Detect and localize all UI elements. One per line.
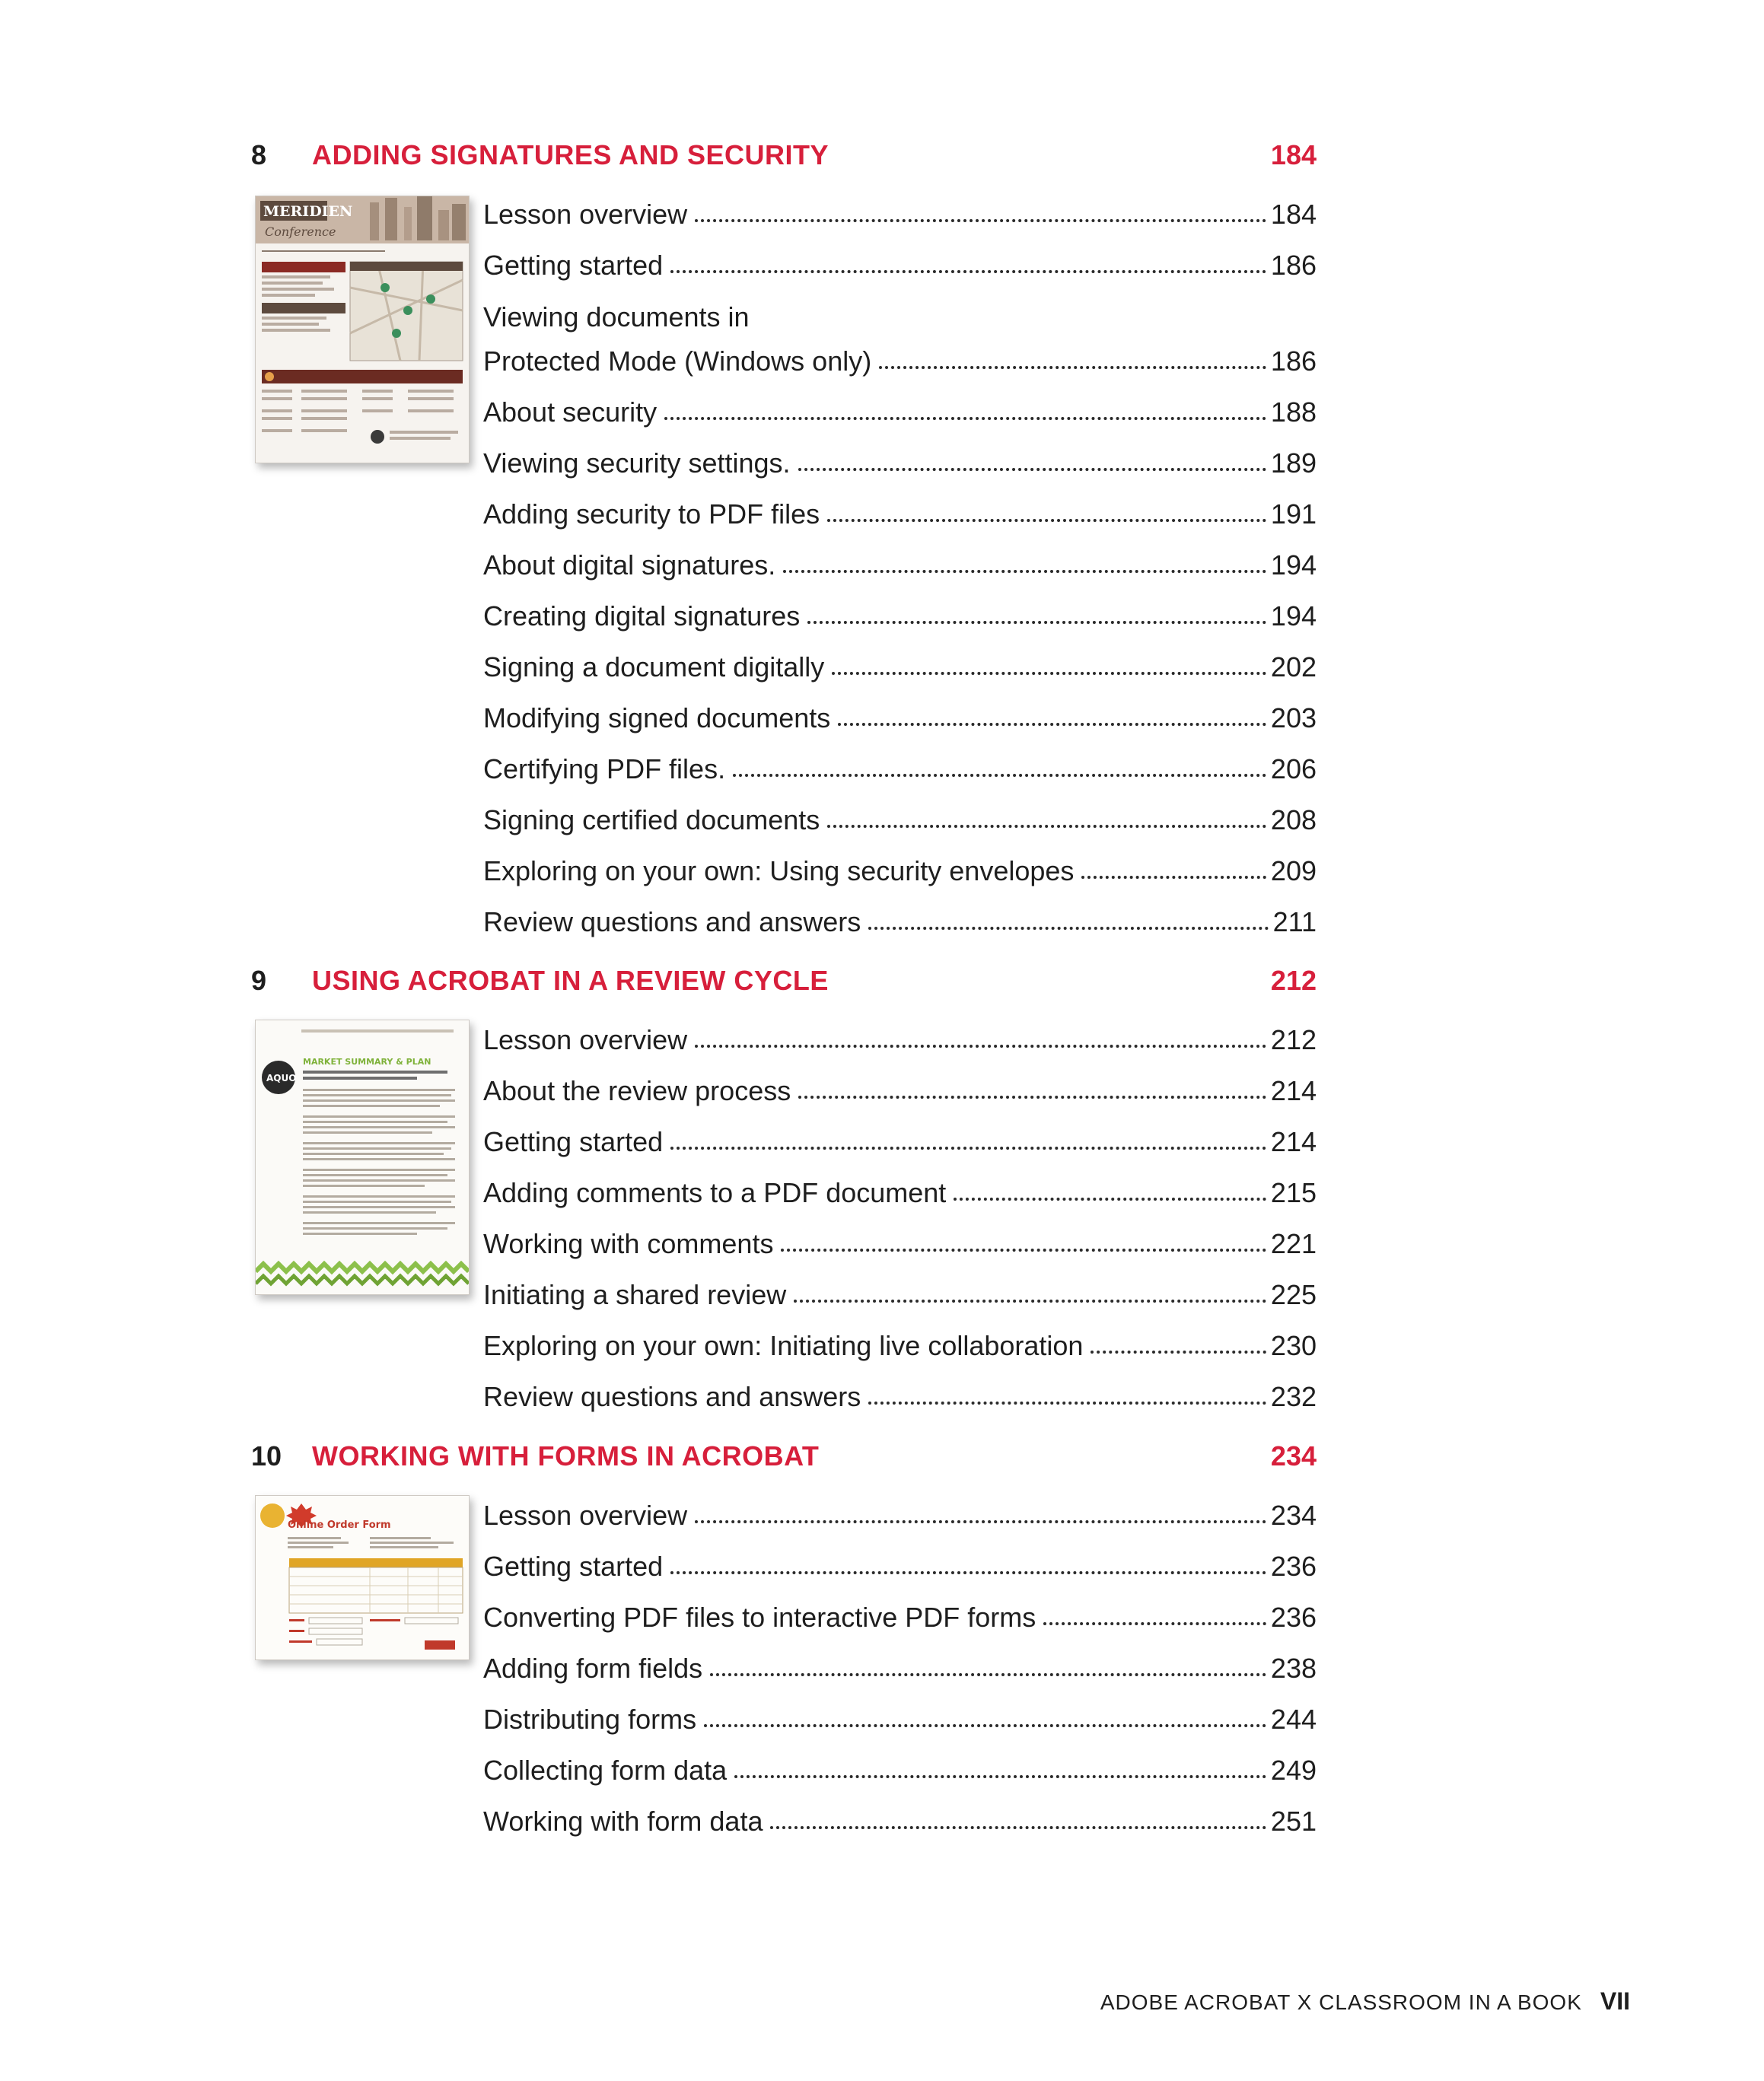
chapter-title[interactable]: ADDING SIGNATURES AND SECURITY <box>312 139 829 170</box>
toc-entry[interactable]: Exploring on your own: Using security envelopes 209 <box>483 855 1317 886</box>
footer-book-title: ADOBE ACROBAT X CLASSROOM IN A BOOK <box>1100 1990 1582 2014</box>
chapter-title[interactable]: USING ACROBAT IN A REVIEW CYCLE <box>312 965 829 996</box>
market-summary-image <box>256 1020 469 1294</box>
toc-entry[interactable]: Certifying PDF files. 206 <box>483 753 1317 784</box>
toc-entry[interactable]: Getting started 186 <box>483 250 1317 281</box>
chapter-thumbnail <box>255 1020 470 1295</box>
chapter-number: 10 <box>251 1440 282 1472</box>
toc-entries <box>483 188 1317 947</box>
chapter-number: 8 <box>251 139 267 170</box>
toc-entry-first-line: Viewing documents in <box>483 301 750 333</box>
chapter-8 <box>251 139 1317 937</box>
toc-entry[interactable]: Distributing forms 244 <box>483 1704 1317 1735</box>
thumbnail-badge: AQUO <box>266 1073 297 1083</box>
toc-entry[interactable]: Working with comments 221 <box>483 1228 1317 1259</box>
chapter-9 <box>251 965 1317 1412</box>
thumbnail-heading: MERIDIEN <box>263 203 353 220</box>
toc-entry[interactable]: Getting started 236 <box>483 1551 1317 1582</box>
toc-entry[interactable]: Adding security to PDF files 191 <box>483 498 1317 530</box>
chapter-heading <box>251 965 1317 1013</box>
chapter-title[interactable]: WORKING WITH FORMS IN ACROBAT <box>312 1440 820 1472</box>
toc-entry[interactable]: Adding form fields 238 <box>483 1653 1317 1684</box>
chapter-page: 184 <box>1270 139 1317 170</box>
thumbnail-heading: Online Order Form <box>288 1519 391 1531</box>
toc-entry[interactable]: Lesson overview 184 <box>483 199 1317 230</box>
thumbnail-heading: MARKET SUMMARY & PLAN <box>303 1057 431 1067</box>
page-footer <box>1100 1987 1630 2016</box>
toc-entry[interactable]: Exploring on your own: Initiating live collaboration 230 <box>483 1330 1317 1361</box>
toc-entry[interactable]: Viewing documents in Protected Mode (Windows only) 186 <box>483 301 1317 377</box>
toc-entry[interactable]: About digital signatures. 194 <box>483 549 1317 581</box>
toc-entries <box>483 1489 1317 1846</box>
toc-entry[interactable]: Review questions and answers 211 <box>483 906 1317 937</box>
toc-entry[interactable]: Signing certified documents 208 <box>483 804 1317 835</box>
toc-entry[interactable]: Initiating a shared review 225 <box>483 1279 1317 1310</box>
chapter-page: 212 <box>1270 965 1317 996</box>
toc-entries <box>483 1013 1317 1421</box>
footer-page-number: VII <box>1600 1987 1630 2015</box>
chapter-heading <box>251 1440 1317 1489</box>
toc-entry[interactable]: Collecting form data 249 <box>483 1755 1317 1786</box>
toc-entry[interactable]: Lesson overview 234 <box>483 1500 1317 1531</box>
toc-entry[interactable]: Creating digital signatures 194 <box>483 600 1317 632</box>
toc-entry[interactable]: Signing a document digitally 202 <box>483 651 1317 683</box>
toc-entry[interactable]: Lesson overview 212 <box>483 1024 1317 1055</box>
toc-entry[interactable]: Working with form data 251 <box>483 1806 1317 1837</box>
toc-entry[interactable]: Converting PDF files to interactive PDF forms 236 <box>483 1602 1317 1633</box>
chapter-heading <box>251 139 1317 188</box>
map-brochure-image <box>256 196 469 463</box>
chapter-10 <box>251 1440 1317 1837</box>
order-form-image <box>256 1496 469 1659</box>
thumbnail-subheading: Conference <box>265 224 336 239</box>
chapter-number: 9 <box>251 965 267 996</box>
toc-entry[interactable]: Review questions and answers 232 <box>483 1381 1317 1412</box>
toc-entry[interactable]: Viewing security settings. 189 <box>483 447 1317 479</box>
chapter-thumbnail <box>255 196 470 463</box>
chapter-page: 234 <box>1270 1440 1317 1472</box>
toc-entry[interactable]: Modifying signed documents 203 <box>483 702 1317 733</box>
toc-entry[interactable]: Getting started 214 <box>483 1126 1317 1157</box>
toc-entry[interactable]: About the review process 214 <box>483 1075 1317 1106</box>
toc-entry[interactable]: About security 188 <box>483 396 1317 428</box>
toc-entry[interactable]: Adding comments to a PDF document 215 <box>483 1177 1317 1208</box>
chapter-thumbnail <box>255 1495 470 1660</box>
